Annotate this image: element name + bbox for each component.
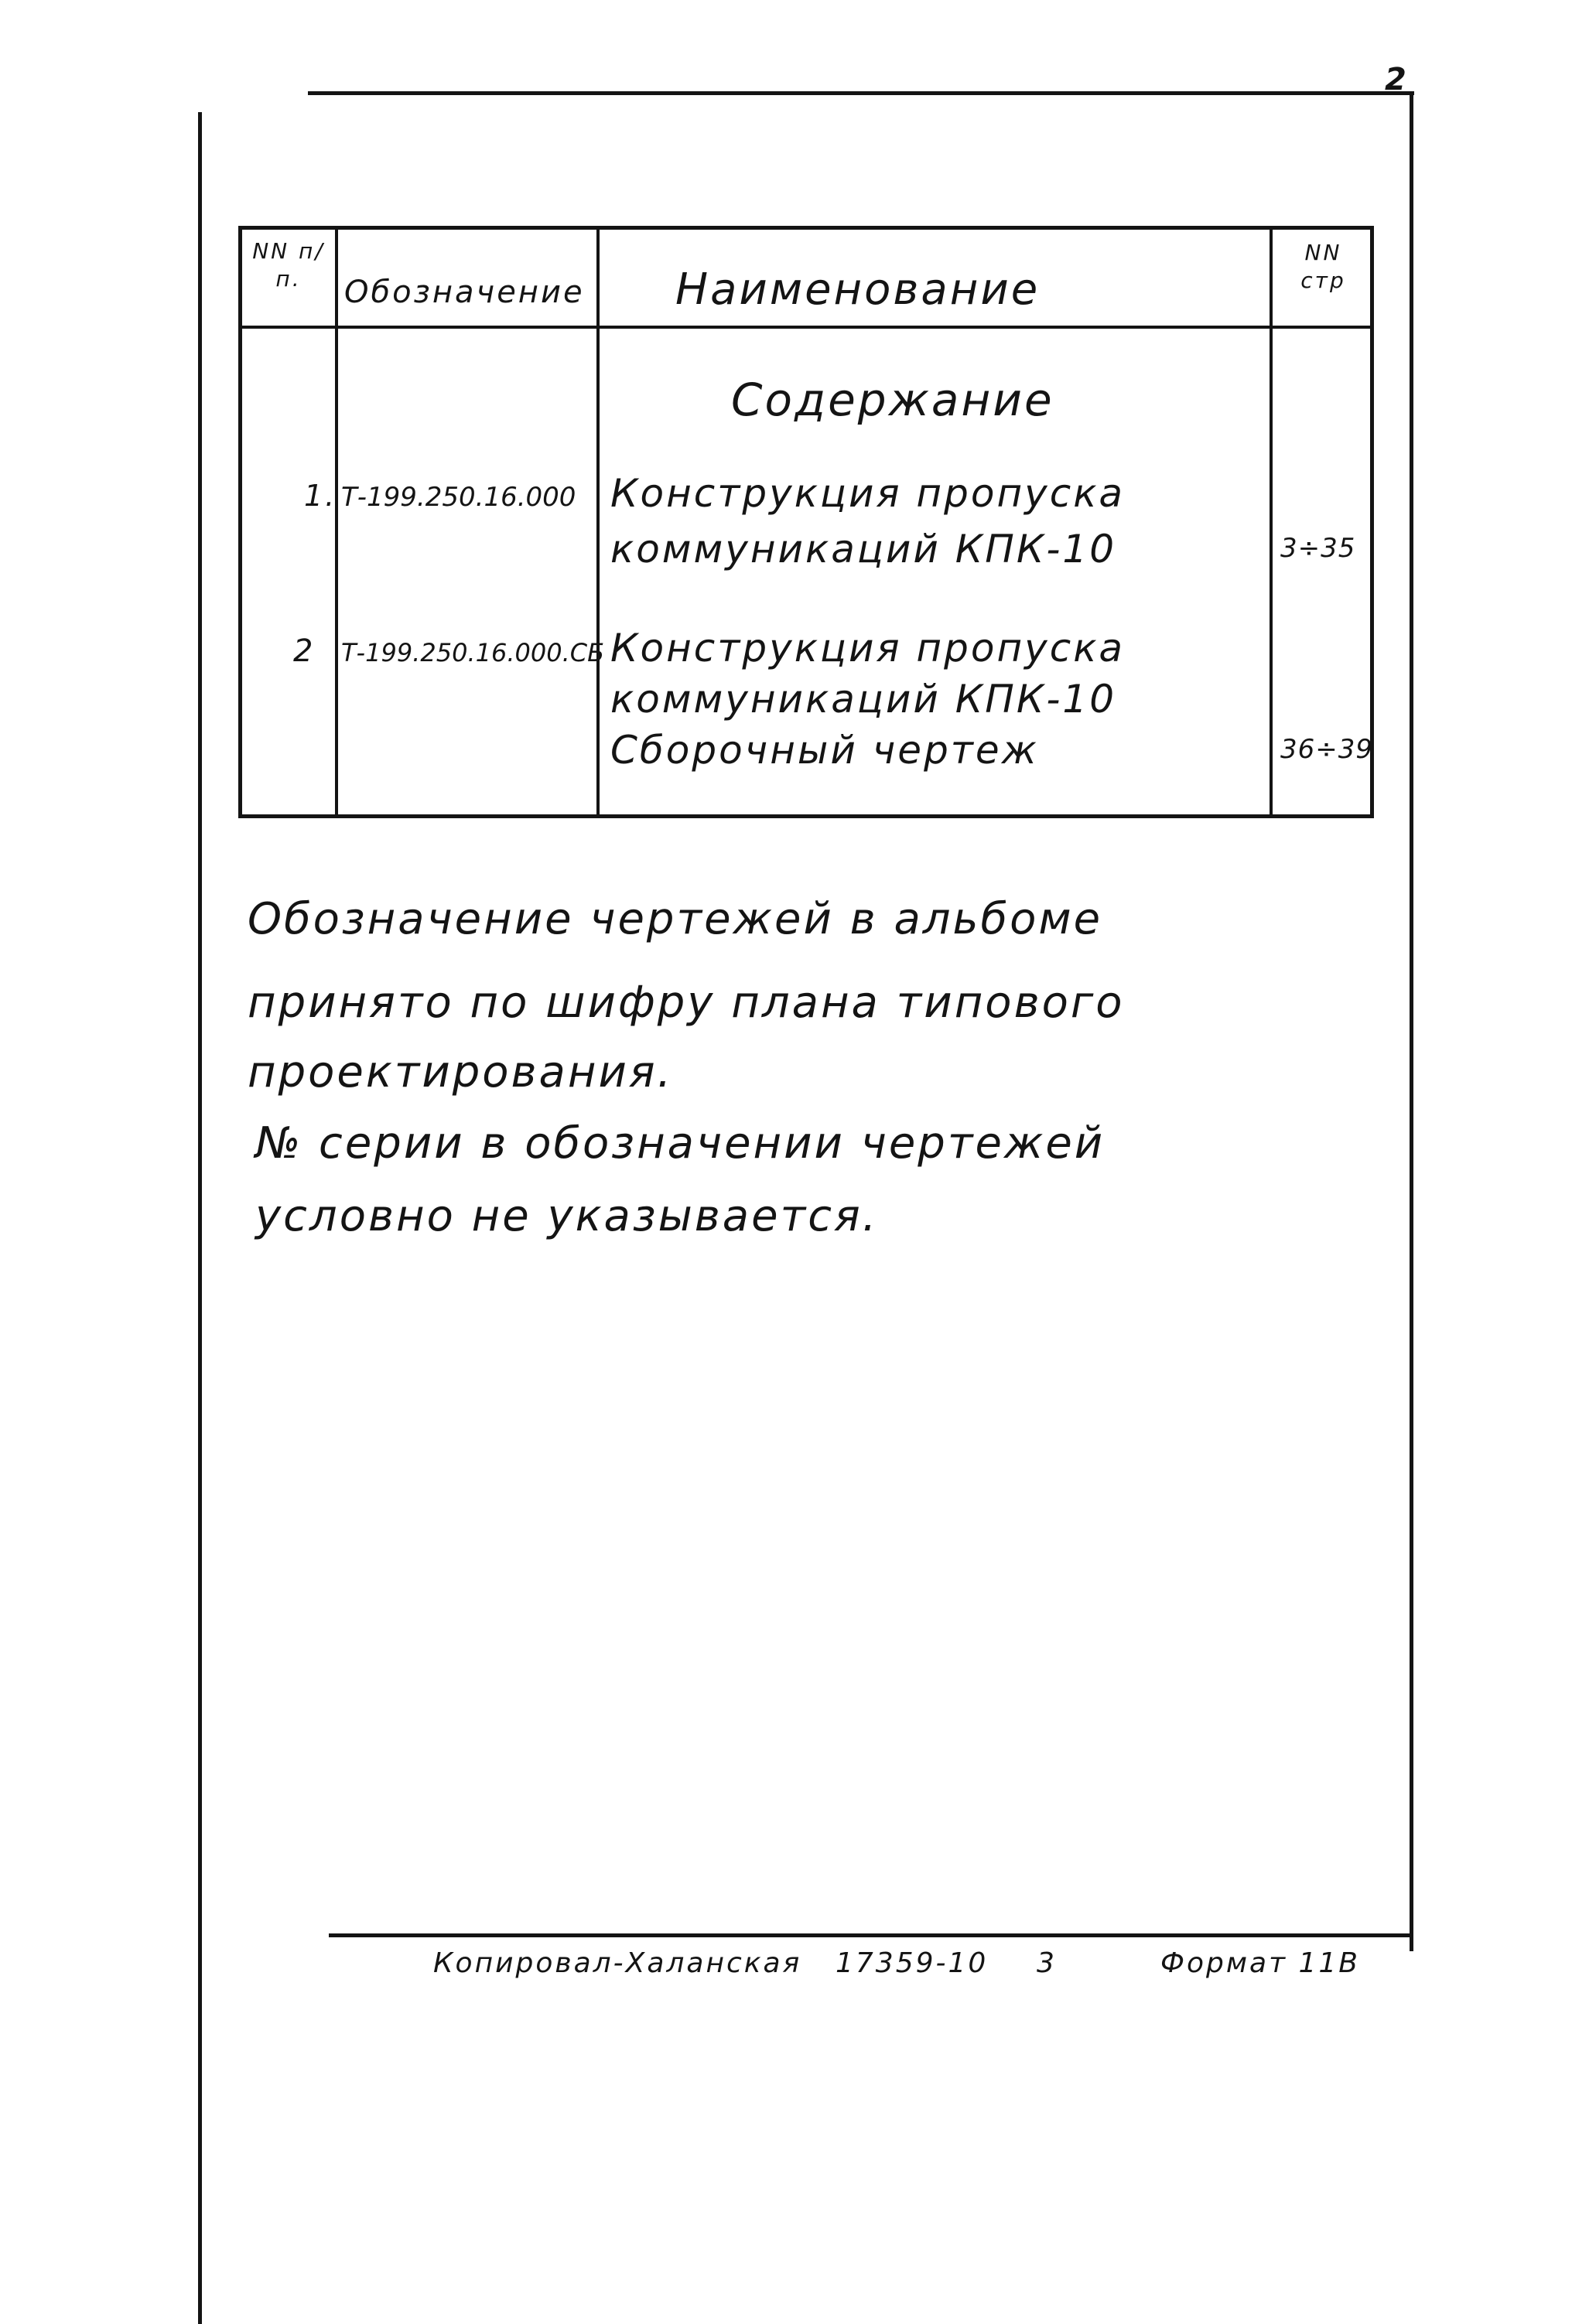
row-1-name-line-2: коммуникаций КПК-10	[610, 527, 1117, 572]
note-line-3: проектирования.	[248, 1047, 674, 1097]
note-line-4: № серии в обозначении чертежей	[255, 1118, 1106, 1169]
table-column-divider	[1270, 230, 1273, 814]
section-title: Содержание	[731, 374, 1054, 426]
row-2-designation: Т-199.250.16.000.СБ	[341, 638, 605, 667]
row-2-name-line-2: коммуникаций КПК-10	[610, 677, 1117, 722]
row-2-name-line-3: Сборочный чертеж	[610, 728, 1039, 773]
contents-table	[238, 226, 1374, 818]
note-line-1: Обозначение чертежей в альбоме	[248, 894, 1103, 944]
row-2-pages: 36÷39	[1280, 734, 1374, 765]
header-designation: Обозначение	[344, 275, 585, 310]
note-line-2: принято по шифру плана типового	[248, 978, 1125, 1028]
frame-top-line	[308, 91, 1414, 95]
frame-bottom-line	[329, 1933, 1413, 1937]
footer-format: Формат 11В	[1160, 1947, 1361, 1979]
row-1-name-line-1: Конструкция пропуска	[610, 471, 1126, 516]
table-header-divider	[242, 326, 1370, 329]
header-pages: NN стр	[1300, 240, 1346, 293]
table-column-divider	[596, 230, 600, 814]
header-number: NN п/п.	[252, 238, 325, 292]
note-line-5: условно не указывается.	[255, 1191, 879, 1241]
table-column-divider	[335, 230, 338, 814]
row-1-pages: 3÷35	[1280, 533, 1356, 564]
row-2-number: 2	[293, 633, 316, 669]
row-2-name-line-1: Конструкция пропуска	[610, 626, 1126, 671]
footer-copier: Копировал-Халанская	[433, 1947, 802, 1979]
row-1-number: 1.	[304, 479, 337, 513]
header-name: Наименование	[675, 264, 1041, 315]
row-1-designation: Т-199.250.16.000	[341, 482, 576, 513]
footer-page: 3	[1037, 1947, 1057, 1979]
frame-left-line	[198, 112, 202, 2324]
footer-order-number: 17359-10	[836, 1947, 989, 1979]
page-number: 2	[1385, 62, 1406, 97]
frame-right-line	[1410, 91, 1413, 1951]
